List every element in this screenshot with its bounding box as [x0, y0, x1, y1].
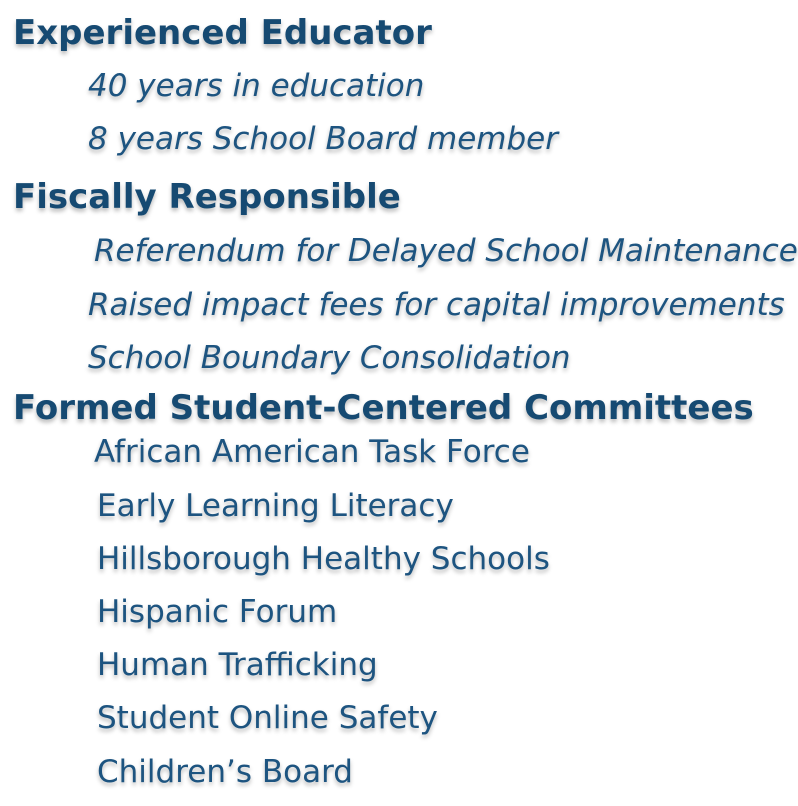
- list-item: Early Learning Literacy: [97, 488, 454, 524]
- list-item: Student Online Safety: [97, 700, 438, 736]
- list-item: Human Trafficking: [97, 647, 378, 683]
- list-item: 8 years School Board member: [88, 121, 558, 157]
- list-item: African American Task Force: [94, 434, 530, 470]
- list-item: School Boundary Consolidation: [88, 340, 571, 376]
- section-heading-formed-committees: Formed Student-Centered Committees: [13, 388, 754, 428]
- list-item: Referendum for Delayed School Maintenance: [94, 233, 798, 269]
- list-item: Hillsborough Healthy Schools: [97, 541, 550, 577]
- section-heading-experienced-educator: Experienced Educator: [13, 13, 432, 53]
- list-item: 40 years in education: [88, 68, 425, 104]
- section-heading-fiscally-responsible: Fiscally Responsible: [13, 177, 401, 217]
- list-item: Hispanic Forum: [97, 594, 338, 630]
- list-item: Children’s Board: [97, 754, 353, 790]
- list-item: Raised impact fees for capital improvements: [88, 287, 785, 323]
